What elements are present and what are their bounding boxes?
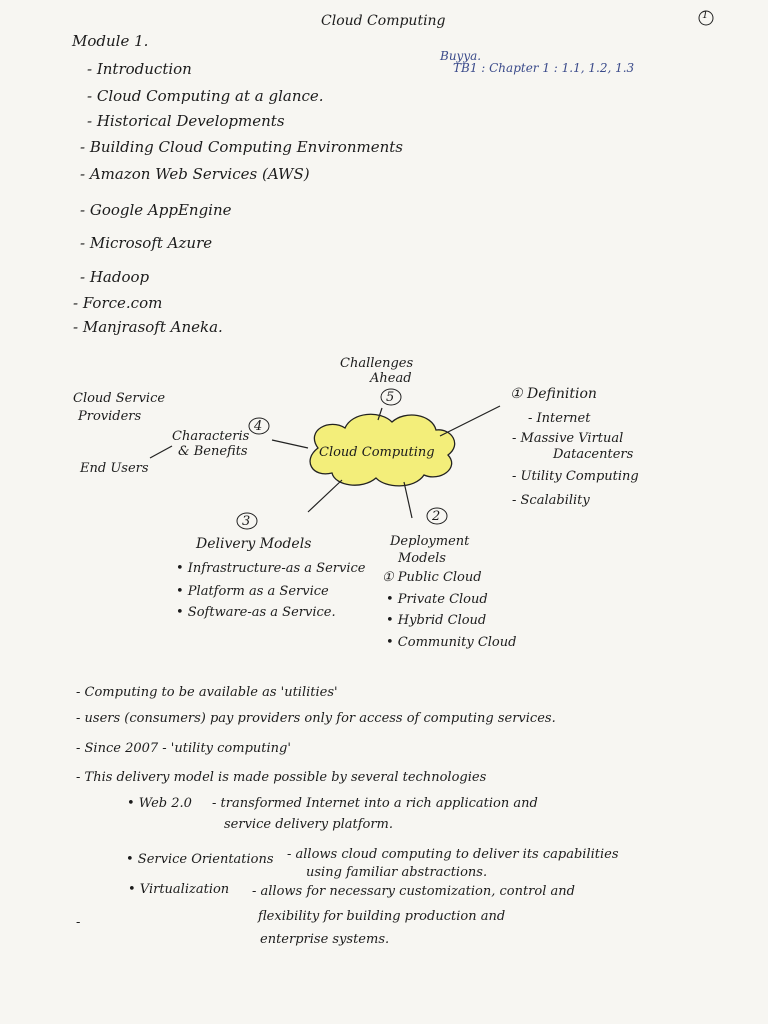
deployment-item: ① Public Cloud xyxy=(382,570,482,585)
so-label: • Service Orientations xyxy=(126,852,274,867)
deployment-title: Deployment xyxy=(390,534,470,549)
characteristics-label: Characteris xyxy=(172,429,250,444)
line-to-end-users xyxy=(150,446,172,458)
virt-text: - allows for necessary customization, control and xyxy=(252,884,575,899)
topic-item: - Cloud Computing at a glance. xyxy=(87,87,324,105)
definition-item: - Internet xyxy=(528,411,591,426)
topic-item: - Hadoop xyxy=(80,268,150,286)
reference-chapter: TB1 : Chapter 1 : 1.1, 1.2, 1.3 xyxy=(453,61,635,75)
page-title: Cloud Computing xyxy=(321,13,446,29)
deployment-item: • Private Cloud xyxy=(386,592,488,607)
definition-item: - Scalability xyxy=(512,493,590,508)
web-text: - transformed Internet into a rich application and xyxy=(212,796,538,811)
page-number: 1 xyxy=(702,10,709,21)
providers-label: Cloud Service xyxy=(73,391,166,406)
definition-item: - Massive Virtual xyxy=(512,431,624,446)
note-line: - Since 2007 - 'utility computing' xyxy=(76,741,291,756)
definition-item: Datacenters xyxy=(553,447,634,462)
definition-title: ① Definition xyxy=(510,386,597,402)
note-line: - users (consumers) pay providers only for access of computing services. xyxy=(76,711,556,726)
line-to-deployment xyxy=(404,482,412,518)
delivery-item: • Infrastructure-as a Service xyxy=(176,561,366,576)
note-line: - This delivery model is made possible by several technologies xyxy=(76,770,487,785)
delivery-item: • Platform as a Service xyxy=(176,584,329,599)
topic-item: - Building Cloud Computing Environments xyxy=(80,138,403,156)
delivery-item: • Software-as a Service. xyxy=(176,605,336,620)
virt-text: enterprise systems. xyxy=(260,932,390,947)
note-line: - Computing to be available as 'utilities' xyxy=(76,685,338,700)
web-text: service delivery platform. xyxy=(224,817,394,832)
module-heading: Module 1. xyxy=(72,32,149,50)
deployment-number: 2 xyxy=(432,509,441,524)
line-to-definition xyxy=(440,406,500,436)
trailing-dash: - xyxy=(76,915,81,930)
deployment-item: • Hybrid Cloud xyxy=(386,613,487,628)
web-label: • Web 2.0 xyxy=(127,796,192,811)
challenges-number: 5 xyxy=(386,390,395,405)
challenges-label: Challenges xyxy=(340,356,414,371)
delivery-title: Delivery Models xyxy=(196,536,312,552)
topic-item: - Manjrasoft Aneka. xyxy=(73,318,223,336)
so-text: - allows cloud computing to deliver its capabilities xyxy=(287,847,619,862)
virt-text: flexibility for building production and xyxy=(258,909,506,924)
topic-item: - Historical Developments xyxy=(87,112,285,130)
so-text: using familiar abstractions. xyxy=(306,865,488,880)
delivery-number: 3 xyxy=(242,514,251,529)
end-users-label: End Users xyxy=(80,461,149,476)
topic-item: - Google AppEngine xyxy=(80,201,232,219)
topic-item: - Introduction xyxy=(87,60,192,78)
line-to-delivery xyxy=(308,480,342,512)
topic-item: - Force.com xyxy=(73,294,163,312)
topic-item: - Microsoft Azure xyxy=(80,234,213,252)
virt-label: • Virtualization xyxy=(128,882,230,897)
deployment-title: Models xyxy=(398,551,446,566)
challenges-label: Ahead xyxy=(370,371,412,386)
characteristics-label: & Benefits xyxy=(178,444,248,459)
characteristics-number: 4 xyxy=(254,419,263,434)
mindmap-center: Cloud Computing xyxy=(319,445,435,460)
reference-author: Buyya. xyxy=(440,49,482,63)
definition-item: - Utility Computing xyxy=(512,469,639,484)
line-to-characteristics xyxy=(272,440,308,448)
providers-label: Providers xyxy=(78,409,142,424)
topic-item: - Amazon Web Services (AWS) xyxy=(80,165,310,183)
deployment-item: • Community Cloud xyxy=(386,635,517,650)
